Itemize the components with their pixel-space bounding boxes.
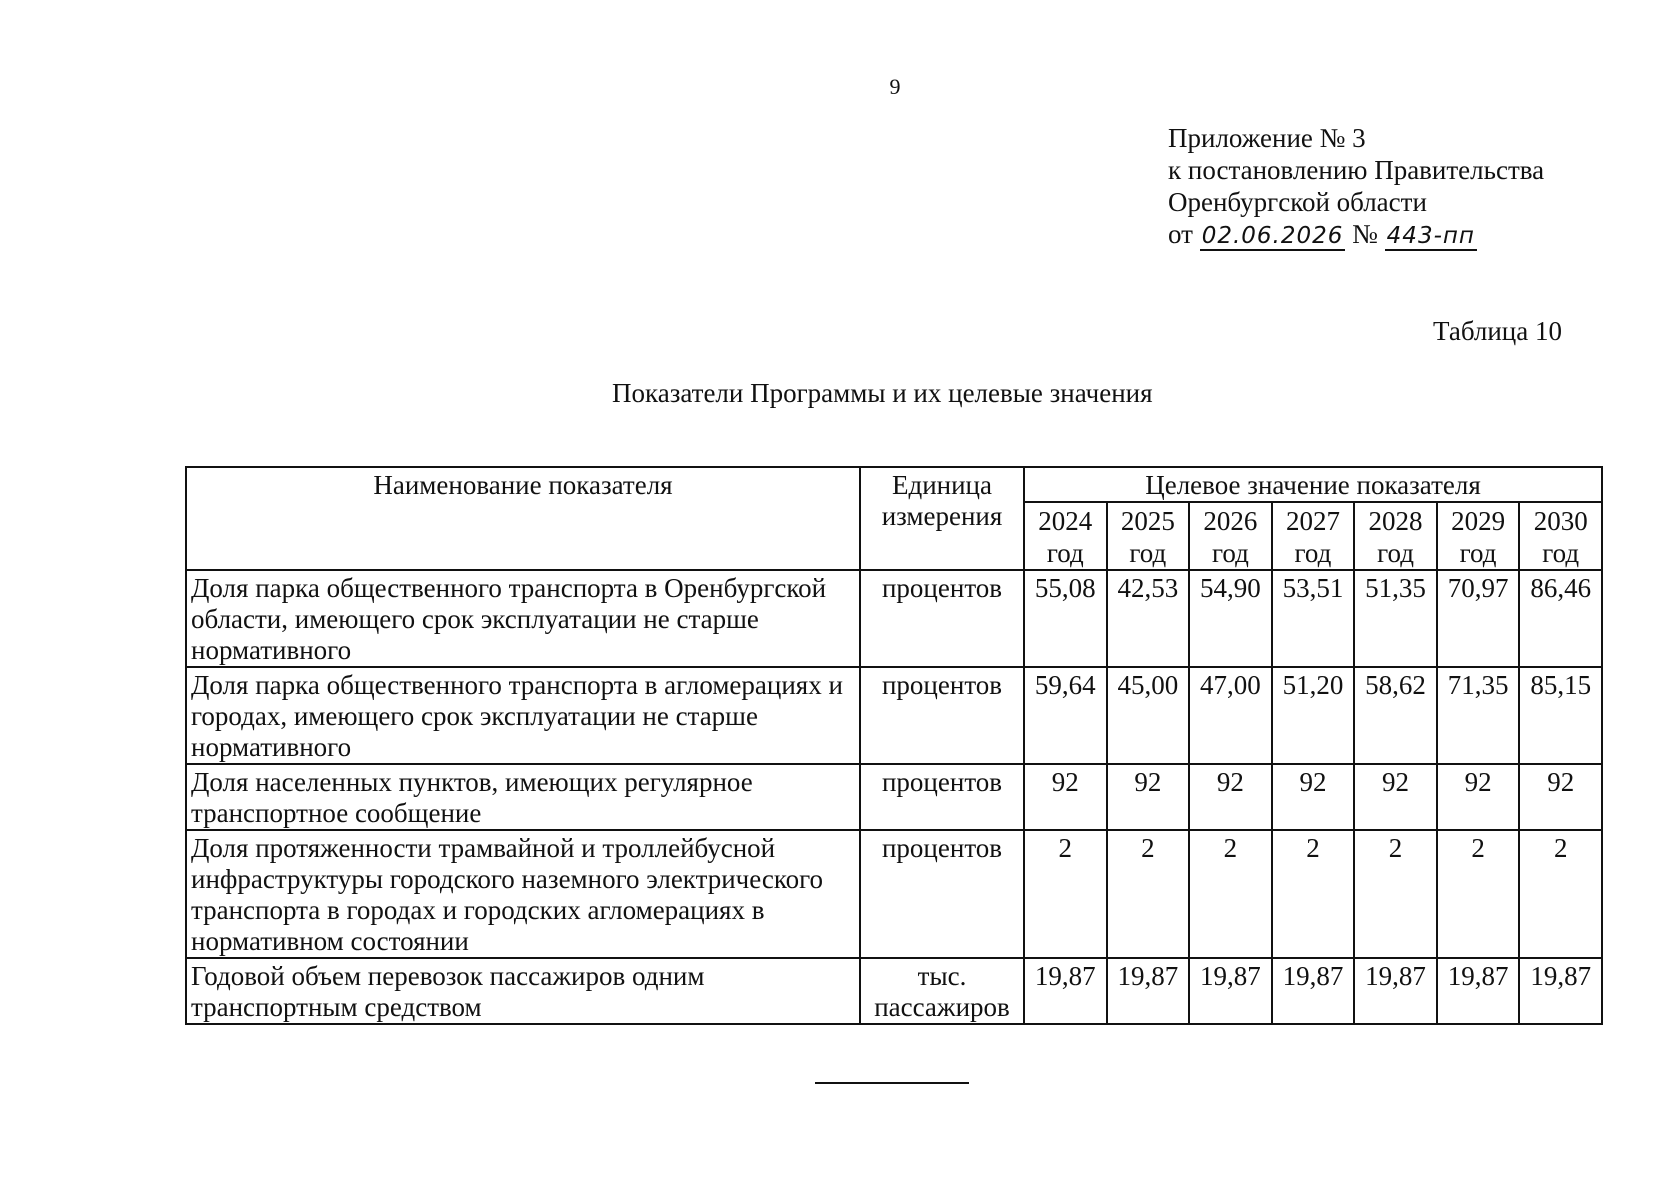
row-value: 92 — [1024, 764, 1107, 830]
row-value: 19,87 — [1437, 958, 1520, 1024]
row-unit: процентов — [860, 667, 1024, 764]
row-value: 53,51 — [1272, 570, 1355, 667]
row-value: 42,53 — [1107, 570, 1190, 667]
row-value: 19,87 — [1107, 958, 1190, 1024]
table-row — [186, 958, 1602, 1024]
row-value: 58,62 — [1354, 667, 1437, 764]
row-value: 54,90 — [1189, 570, 1272, 667]
header-year-2028: 2028 год — [1354, 502, 1437, 570]
appendix-line-3: Оренбургской области — [1168, 187, 1427, 217]
row-value: 19,87 — [1354, 958, 1437, 1024]
row-unit: тыс. пассажиров — [860, 958, 1024, 1024]
row-value: 92 — [1107, 764, 1190, 830]
appendix-line-1: Приложение № 3 — [1168, 123, 1366, 153]
row-value: 85,15 — [1519, 667, 1602, 764]
row-value: 71,35 — [1437, 667, 1520, 764]
row-name: Годовой объем перевозок пассажиров одним транспортным средством — [186, 958, 860, 1024]
row-value: 2 — [1519, 830, 1602, 958]
row-value: 19,87 — [1024, 958, 1107, 1024]
row-name: Доля протяженности трамвайной и троллейбусной инфраструктуры городского наземного электрического транспорта в городах и городских агломерациях в нормативном состоянии — [186, 830, 860, 958]
row-value: 92 — [1437, 764, 1520, 830]
row-name: Доля парка общественного транспорта в агломерациях и городах, имеющего срок эксплуатации не старше нормативного — [186, 667, 860, 764]
header-name: Наименование показателя — [186, 467, 860, 570]
table-row — [186, 830, 1602, 958]
appendix-date-line — [1168, 218, 1544, 252]
handwritten-date: 02.06.2026 — [1201, 223, 1344, 249]
indicators-table — [185, 466, 1603, 1025]
row-name: Доля населенных пунктов, имеющих регулярное транспортное сообщение — [186, 764, 860, 830]
row-value: 2 — [1354, 830, 1437, 958]
row-value: 2 — [1189, 830, 1272, 958]
row-value: 92 — [1519, 764, 1602, 830]
table-row — [186, 667, 1602, 764]
table-row — [186, 764, 1602, 830]
table-label: Таблица 10 — [1433, 316, 1562, 346]
row-value: 2 — [1272, 830, 1355, 958]
number-prefix: № — [1352, 219, 1378, 249]
row-value: 19,87 — [1519, 958, 1602, 1024]
row-value: 19,87 — [1189, 958, 1272, 1024]
header-year-2030: 2030 год — [1519, 502, 1602, 570]
row-value: 92 — [1354, 764, 1437, 830]
header-target: Целевое значение показателя — [1024, 467, 1602, 502]
row-unit: процентов — [860, 570, 1024, 667]
row-value: 55,08 — [1024, 570, 1107, 667]
header-year-2029: 2029 год — [1437, 502, 1520, 570]
handwritten-number: 443-пп — [1386, 223, 1475, 249]
row-value: 45,00 — [1107, 667, 1190, 764]
date-prefix: от — [1168, 219, 1193, 249]
header-year-2027: 2027 год — [1272, 502, 1355, 570]
header-row-1 — [186, 467, 1602, 502]
page-number: 9 — [889, 74, 901, 99]
header-year-2026: 2026 год — [1189, 502, 1272, 570]
row-value: 59,64 — [1024, 667, 1107, 764]
row-value: 51,20 — [1272, 667, 1355, 764]
header-unit: Единица измерения — [860, 467, 1024, 570]
row-value: 19,87 — [1272, 958, 1355, 1024]
row-value: 70,97 — [1437, 570, 1520, 667]
row-name: Доля парка общественного транспорта в Оренбургской области, имеющего срок эксплуатации не старше нормативного — [186, 570, 860, 667]
row-value: 47,00 — [1189, 667, 1272, 764]
appendix-block — [1168, 122, 1544, 252]
closing-divider — [815, 1082, 969, 1084]
row-unit: процентов — [860, 764, 1024, 830]
row-value: 51,35 — [1354, 570, 1437, 667]
row-value: 2 — [1024, 830, 1107, 958]
table-row — [186, 570, 1602, 667]
appendix-line-2: к постановлению Правительства — [1168, 155, 1545, 185]
header-year-2024: 2024 год — [1024, 502, 1107, 570]
row-value: 2 — [1437, 830, 1520, 958]
row-unit: процентов — [860, 830, 1024, 958]
row-value: 2 — [1107, 830, 1190, 958]
row-value: 92 — [1272, 764, 1355, 830]
row-value: 92 — [1189, 764, 1272, 830]
row-value: 86,46 — [1519, 570, 1602, 667]
header-year-2025: 2025 год — [1107, 502, 1190, 570]
table-title: Показатели Программы и их целевые значения — [612, 378, 1153, 408]
